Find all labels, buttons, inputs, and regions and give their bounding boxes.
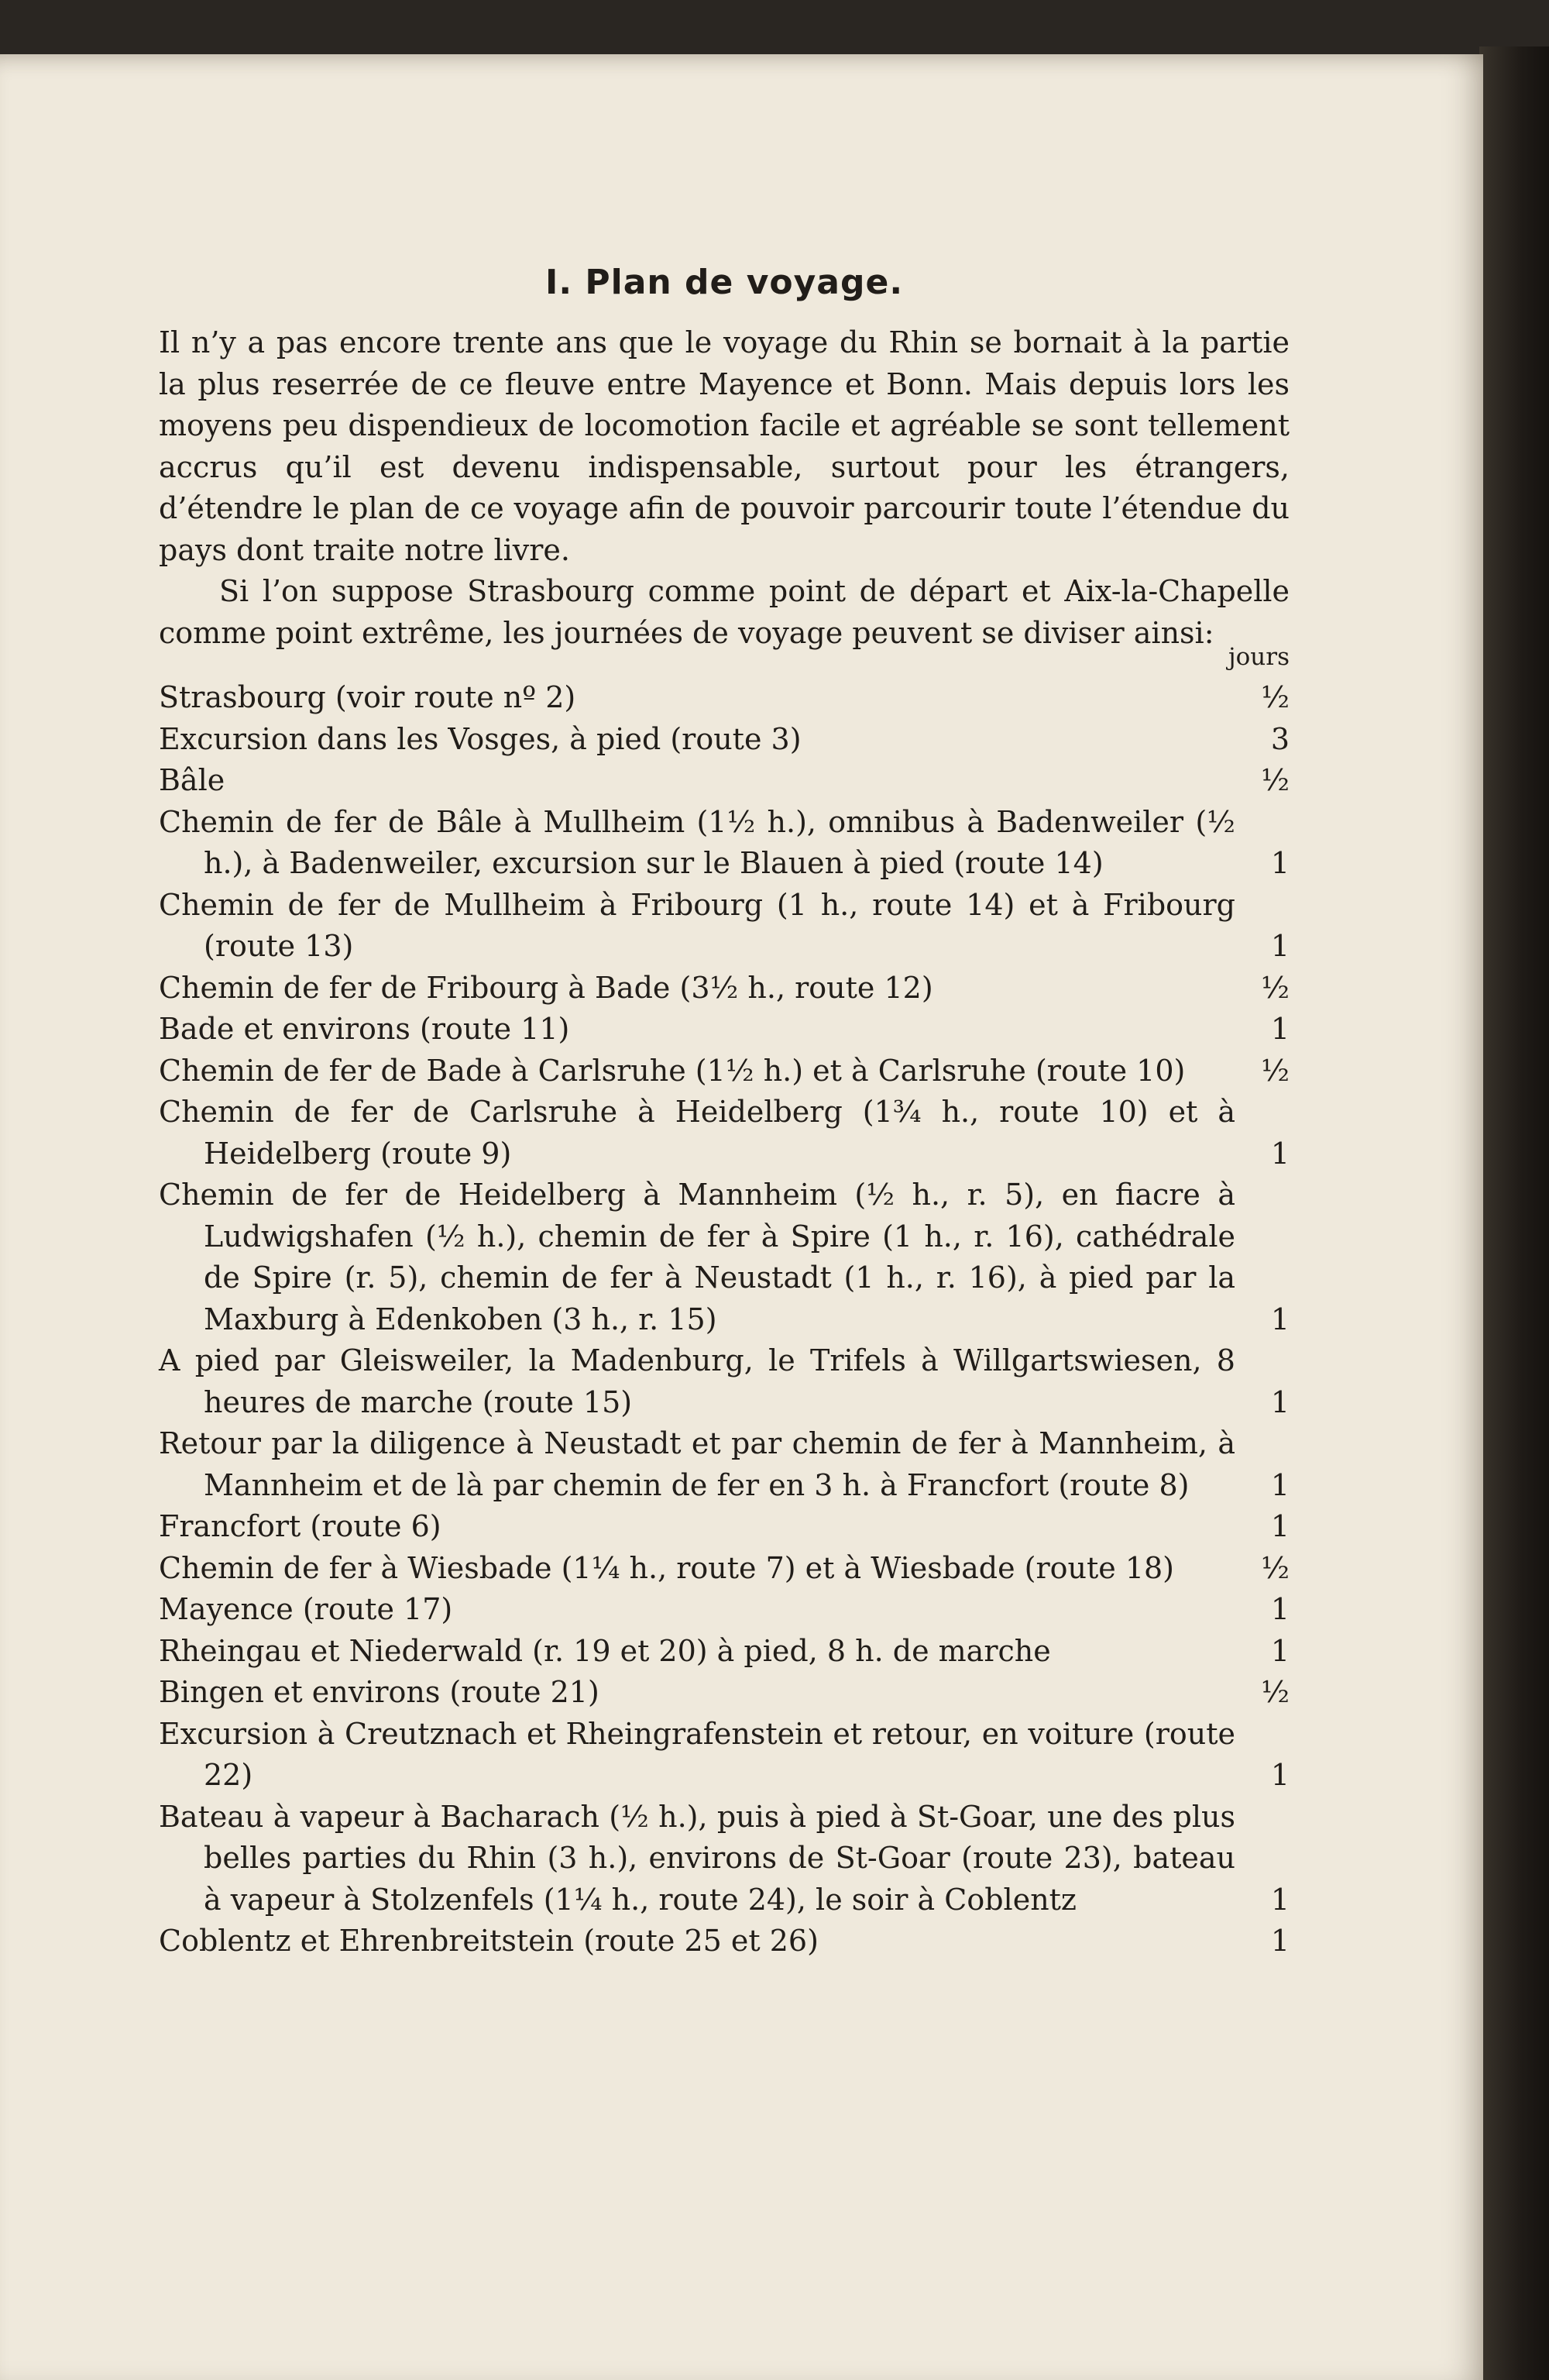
itinerary-entry <box>159 1921 1290 1962</box>
itinerary-entry-text: Chemin de fer de Fribourg à Bade (3½ h., route 12) <box>159 970 933 1005</box>
itinerary-entry-days: ½ <box>1261 763 1290 797</box>
itinerary-entry-days: ½ <box>1261 680 1290 714</box>
itinerary-entry-text: Excursion à Creutznach et Rheingrafenstein et retour, en voiture (route 22) <box>159 1716 1235 1792</box>
itinerary-entry-days: 3 <box>1270 721 1290 756</box>
itinerary-entry-text: Chemin de fer de Carlsruhe à Heidelberg (1¾ h., route 10) et à Heidelberg (route 9) <box>159 1095 1235 1171</box>
itinerary-entry-days: 1 <box>1270 1509 1290 1543</box>
itinerary-entry-text: Chemin de fer de Bade à Carlsruhe (1½ h.) et à Carlsruhe (route 10) <box>159 1053 1186 1088</box>
itinerary-entry <box>159 1340 1290 1423</box>
itinerary-entry-text: Bingen et environs (route 21) <box>159 1675 599 1709</box>
itinerary-entry-text: Chemin de fer de Heidelberg à Mannheim (½ h., r. 5), en fiacre à Ludwigshafen (½ h.), chemin de fer à Spire (1 h., r. 16), cathédrale de Spire (r. 5), chemin de fer à Neustadt (1 h., r. 16), à pied par la Maxburg à Edenkoben (3 h., r. 15) <box>159 1178 1235 1336</box>
itinerary-entry <box>159 1672 1290 1714</box>
itinerary-entry-text: Coblentz et Ehrenbreitstein (route 25 et 26) <box>159 1924 819 1958</box>
itinerary-entry-days: ½ <box>1261 1053 1290 1088</box>
itinerary-entry <box>159 802 1290 885</box>
itinerary-entry-days: ½ <box>1261 1675 1290 1709</box>
book-page <box>0 54 1483 2380</box>
itinerary-entry-text: Chemin de fer de Mullheim à Fribourg (1 h., route 14) et à Fribourg (route 13) <box>159 887 1235 963</box>
itinerary-entry <box>159 719 1290 761</box>
itinerary-entry-days: 1 <box>1270 929 1290 963</box>
itinerary-entry-text: Chemin de fer à Wiesbade (1¼ h., route 7) et à Wiesbade (route 18) <box>159 1550 1174 1585</box>
itinerary-entry-text: Bateau à vapeur à Bacharach (½ h.), puis à pied à St-Goar, une des plus belles parties du Rhin (3 h.), environs de St-Goar (route 23), bateau à vapeur à Stolzenfels (1¼ h., route 24), le soir à Coblentz <box>159 1799 1235 1917</box>
itinerary-entry-days: 1 <box>1270 1924 1290 1958</box>
itinerary-entry-days: 1 <box>1270 1012 1290 1046</box>
itinerary-entry-text: Francfort (route 6) <box>159 1509 441 1543</box>
itinerary-entry-days: 1 <box>1270 1467 1290 1502</box>
itinerary-entry <box>159 1548 1290 1590</box>
intro-paragraph-1: Il n’y a pas encore trente ans que le voyage du Rhin se bornait à la partie la plus reserrée de ce fleuve entre Mayence et Bonn. Mais depuis lors les moyens peu dispendieux de locomotion facile et agréable se sont tellement accrus qu’il est devenu indispensable, surtout pour les étrangers, d’étendre le plan de ce voyage afin de pouvoir parcourir toute l’étendue du pays dont traite notre livre. <box>159 325 1290 567</box>
itinerary-entry <box>159 1797 1290 1921</box>
itinerary-entry <box>159 1506 1290 1548</box>
itinerary-entry-days: ½ <box>1261 970 1290 1005</box>
itinerary-entry <box>159 968 1290 1009</box>
itinerary-entry-text: Rheingau et Niederwald (r. 19 et 20) à pied, 8 h. de marche <box>159 1633 1051 1668</box>
itinerary-entry <box>159 1631 1290 1673</box>
jours-label: jours <box>1228 643 1290 671</box>
itinerary-entry-text: A pied par Gleisweiler, la Madenburg, le Trifels à Willgartswiesen, 8 heures de marche (route 15) <box>159 1343 1235 1419</box>
itinerary-entry <box>159 1589 1290 1631</box>
itinerary-entry-text: Mayence (route 17) <box>159 1592 453 1626</box>
itinerary-entry <box>159 1009 1290 1051</box>
itinerary-entry <box>159 1092 1290 1175</box>
itinerary-entry-text: Retour par la diligence à Neustadt et par chemin de fer à Mannheim, à Mannheim et de là par chemin de fer en 3 h. à Francfort (route 8) <box>159 1426 1235 1502</box>
itinerary-entry-text: Bade et environs (route 11) <box>159 1012 570 1046</box>
itinerary-entry <box>159 1175 1290 1340</box>
section-title: I. Plan de voyage. <box>544 263 904 302</box>
itinerary-entry <box>159 1423 1290 1506</box>
itinerary-entry-text: Excursion dans les Vosges, à pied (route 3) <box>159 721 802 756</box>
itinerary-entry <box>159 677 1290 719</box>
jours-header <box>159 643 1290 677</box>
itinerary-entry-days: ½ <box>1261 1550 1290 1585</box>
itinerary-entry-days: 1 <box>1270 1592 1290 1626</box>
itinerary-entry <box>159 760 1290 802</box>
itinerary-entry-days: 1 <box>1270 1384 1290 1419</box>
itinerary-entry-days: 1 <box>1270 1136 1290 1171</box>
page-content <box>159 248 1290 1962</box>
itinerary-entry <box>159 1051 1290 1092</box>
itinerary-entry-days: 1 <box>1270 846 1290 880</box>
itinerary-entry-days: 1 <box>1270 1882 1290 1917</box>
book-binding <box>1479 46 1549 2380</box>
itinerary-list <box>159 677 1290 1962</box>
itinerary-entry <box>159 1714 1290 1797</box>
itinerary-entry-days: 1 <box>1270 1758 1290 1792</box>
itinerary-entry-text: Chemin de fer de Bâle à Mullheim (1½ h.), omnibus à Badenweiler (½ h.), à Badenweiler, excursion sur le Blauen à pied (route 14) <box>159 804 1235 880</box>
itinerary-entry-days: 1 <box>1270 1633 1290 1668</box>
intro-paragraph-2: Si l’on suppose Strasbourg comme point de départ et Aix-la-Chapelle comme point extrême, les journées de voyage peuvent se diviser ainsi: <box>159 574 1290 650</box>
itinerary-entry <box>159 885 1290 968</box>
itinerary-entry-text: Strasbourg (voir route nº 2) <box>159 680 576 714</box>
itinerary-entry-text: Bâle <box>159 763 225 797</box>
itinerary-entry-days: 1 <box>1270 1302 1290 1336</box>
